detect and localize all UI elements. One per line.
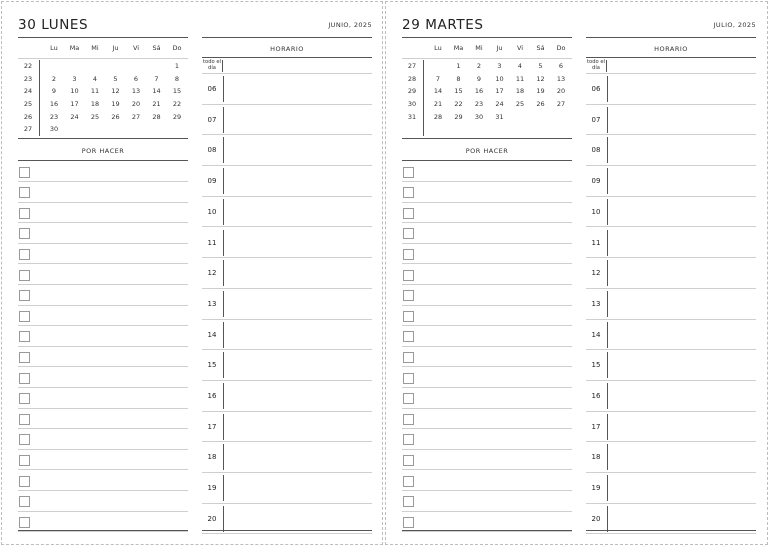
- weekday-label: Lu: [434, 44, 442, 52]
- todo-checkbox[interactable]: [19, 187, 30, 198]
- hour-label: 11: [207, 238, 217, 247]
- todo-bottom-rule: [18, 530, 188, 531]
- calendar-week-row: [402, 111, 572, 124]
- todo-item: [402, 265, 572, 286]
- hour-label: 19: [207, 484, 217, 493]
- hour-slot-13[interactable]: [202, 289, 372, 320]
- todo-checkbox[interactable]: [19, 331, 30, 342]
- calendar-day[interactable]: 4: [92, 74, 98, 83]
- calendar-day[interactable]: 8: [456, 74, 461, 83]
- weekday-label: Do: [172, 44, 182, 52]
- todo-item: [18, 223, 188, 244]
- hour-label: 18: [591, 453, 601, 462]
- calendar-day[interactable]: 18: [515, 87, 525, 96]
- calendar-day[interactable]: 16: [474, 87, 484, 96]
- todo-item: [402, 162, 572, 183]
- hour-slot-15[interactable]: [202, 350, 372, 381]
- calendar-day[interactable]: 2: [476, 62, 482, 70]
- todo-checkbox[interactable]: [403, 311, 414, 322]
- hour-label: 20: [591, 514, 601, 523]
- calendar-day[interactable]: 19: [536, 87, 545, 96]
- hour-label: 14: [591, 330, 601, 339]
- calendar-grid: [402, 60, 572, 123]
- hour-label: 08: [207, 146, 217, 155]
- calendar-day[interactable]: 14: [152, 87, 161, 96]
- todo-checkbox[interactable]: [19, 414, 30, 425]
- allday-row[interactable]: [586, 58, 756, 74]
- schedule-section-label: HORARIO: [654, 45, 688, 53]
- weekday-label: Sá: [152, 44, 161, 52]
- calendar-day[interactable]: 11: [90, 87, 100, 96]
- calendar-day[interactable]: 31: [495, 112, 504, 121]
- todo-item: [18, 347, 188, 368]
- calendar-day[interactable]: 20: [556, 87, 566, 96]
- todo-item: [18, 306, 188, 327]
- todo-checkbox[interactable]: [403, 393, 414, 404]
- hour-slot-06[interactable]: [586, 74, 756, 105]
- allday-divider: [606, 60, 607, 72]
- day-title: 30 LUNES: [18, 17, 89, 33]
- hour-divider: [607, 260, 608, 286]
- calendar-day[interactable]: 15: [172, 87, 182, 96]
- calendar-day[interactable]: 23: [49, 112, 59, 121]
- week-number: 29: [407, 87, 417, 96]
- allday-label: todo el día: [203, 59, 221, 71]
- hour-divider: [607, 475, 608, 501]
- hour-slot-06[interactable]: [202, 74, 372, 105]
- weekday-label: Mi: [91, 44, 99, 52]
- hour-slot-19[interactable]: [202, 473, 372, 504]
- hour-slot-12[interactable]: [202, 258, 372, 289]
- todo-checkbox[interactable]: [19, 517, 30, 528]
- todo-checkbox[interactable]: [403, 228, 414, 239]
- todo-item: [18, 182, 188, 203]
- calendar-day[interactable]: 5: [538, 62, 543, 70]
- hour-label: 15: [207, 361, 217, 370]
- calendar-day[interactable]: 30: [474, 112, 484, 121]
- week-number: 25: [23, 100, 33, 109]
- todo-item: [402, 244, 572, 265]
- calendar-week-row: [18, 98, 188, 111]
- schedule-section-label: HORARIO: [270, 45, 304, 53]
- hour-label: 09: [591, 177, 601, 186]
- hour-slot-19[interactable]: [586, 473, 756, 504]
- schedule-top-rule: [202, 37, 372, 38]
- todo-checkbox[interactable]: [403, 187, 414, 198]
- hour-slot-15[interactable]: [586, 350, 756, 381]
- week-number: 28: [407, 74, 417, 83]
- calendar-day[interactable]: 6: [558, 62, 564, 70]
- todo-item: [18, 162, 188, 183]
- calendar-day[interactable]: 19: [111, 100, 120, 109]
- todo-bottom-rule: [402, 530, 572, 531]
- todo-checkbox[interactable]: [19, 208, 30, 219]
- calendar-day[interactable]: 3: [497, 62, 502, 70]
- calendar-bottom-rule: [402, 138, 572, 139]
- calendar-day[interactable]: 28: [433, 112, 443, 121]
- hour-slot-16[interactable]: [202, 381, 372, 412]
- todo-checkbox[interactable]: [403, 290, 414, 301]
- todo-checkbox[interactable]: [403, 352, 414, 363]
- calendar-day[interactable]: 9: [51, 87, 57, 96]
- weekday-label: Ju: [112, 44, 119, 52]
- todo-checkbox[interactable]: [403, 270, 414, 281]
- calendar-weekday-header: [18, 42, 188, 57]
- hour-slot-11[interactable]: [202, 228, 372, 259]
- hour-divider: [223, 260, 224, 286]
- todo-checkbox[interactable]: [19, 270, 30, 281]
- hour-divider: [223, 506, 224, 532]
- todo-item: [402, 450, 572, 471]
- todo-item: [402, 223, 572, 244]
- todo-checkbox[interactable]: [19, 352, 30, 363]
- mini-calendar: [402, 42, 572, 121]
- calendar-day[interactable]: 9: [476, 74, 482, 83]
- week-number: 31: [407, 112, 417, 121]
- calendar-day[interactable]: 15: [454, 87, 463, 96]
- hour-slot-18[interactable]: [202, 442, 372, 473]
- hour-divider: [607, 291, 608, 317]
- todo-item: [402, 203, 572, 224]
- week-number: 23: [23, 74, 33, 83]
- calendar-day[interactable]: 21: [152, 100, 161, 109]
- calendar-week-row: [402, 98, 572, 111]
- calendar-week-row: [402, 85, 572, 98]
- planner-page-right: [385, 1, 768, 545]
- week-number: 26: [23, 112, 33, 121]
- todo-item: [18, 285, 188, 306]
- todo-section-label: POR HACER: [465, 147, 509, 155]
- todo-item: [18, 326, 188, 347]
- calendar-day[interactable]: 23: [474, 100, 484, 109]
- hour-label: 13: [207, 299, 217, 308]
- hour-slot-18[interactable]: [586, 442, 756, 473]
- hour-slot-17[interactable]: [202, 412, 372, 443]
- calendar-day[interactable]: 14: [433, 87, 443, 96]
- hour-label: 13: [591, 299, 601, 308]
- calendar-week-row: [402, 60, 572, 73]
- weekday-label: Ma: [69, 44, 80, 52]
- todo-item: [18, 203, 188, 224]
- weekday-label: Sá: [536, 44, 545, 52]
- todo-item: [402, 285, 572, 306]
- todo-checkbox[interactable]: [403, 208, 414, 219]
- week-number: 24: [23, 87, 33, 96]
- hour-slot-17[interactable]: [586, 412, 756, 443]
- weekday-label: Ma: [453, 44, 464, 52]
- planner-page-left: [1, 1, 383, 545]
- allday-row[interactable]: [202, 58, 372, 74]
- day-column: [18, 2, 188, 546]
- todo-item: [402, 491, 572, 512]
- week-number: 22: [23, 62, 33, 70]
- todo-checkbox[interactable]: [19, 476, 30, 487]
- hour-divider: [223, 168, 224, 194]
- calendar-day[interactable]: 13: [131, 87, 141, 96]
- hour-label: 14: [207, 330, 217, 339]
- month-year-label: JUNIO, 2025: [328, 21, 372, 29]
- hour-label: 10: [207, 207, 217, 216]
- hour-slot-08[interactable]: [202, 135, 372, 166]
- calendar-day[interactable]: 22: [454, 100, 463, 109]
- calendar-day[interactable]: 16: [49, 100, 59, 109]
- calendar-day[interactable]: 22: [172, 100, 182, 109]
- week-number: 27: [23, 125, 33, 134]
- todo-checkbox[interactable]: [19, 373, 30, 384]
- todo-section-label: POR HACER: [81, 147, 125, 155]
- todo-item: [18, 368, 188, 389]
- hour-slot-10[interactable]: [586, 197, 756, 228]
- calendar-day[interactable]: 28: [152, 112, 161, 121]
- month-year-label: JULIO, 2025: [713, 21, 756, 29]
- calendar-week-row: [18, 123, 188, 136]
- hour-divider: [223, 322, 224, 348]
- hour-label: 15: [591, 361, 601, 370]
- todo-item: [18, 388, 188, 409]
- calendar-day[interactable]: 10: [495, 74, 504, 83]
- hour-label: 06: [591, 85, 601, 93]
- todo-checkbox[interactable]: [403, 455, 414, 466]
- todo-item: [18, 450, 188, 471]
- todo-item: [402, 347, 572, 368]
- calendar-day[interactable]: 27: [556, 100, 566, 109]
- calendar-day[interactable]: 24: [70, 112, 79, 121]
- todo-checkbox[interactable]: [403, 476, 414, 487]
- hour-slot-16[interactable]: [586, 381, 756, 412]
- calendar-day[interactable]: 12: [111, 87, 120, 96]
- hour-label: 16: [591, 392, 601, 400]
- calendar-day[interactable]: 5: [113, 74, 118, 83]
- todo-checkbox[interactable]: [403, 167, 414, 178]
- todo-item: [18, 244, 188, 265]
- calendar-day[interactable]: 8: [174, 74, 180, 83]
- hour-divider: [223, 199, 224, 225]
- calendar-day[interactable]: 29: [454, 112, 463, 121]
- todo-checkbox[interactable]: [19, 249, 30, 260]
- todo-checkbox[interactable]: [403, 331, 414, 342]
- hour-divider: [223, 107, 224, 133]
- mini-calendar: [18, 42, 188, 134]
- calendar-week-row: [402, 73, 572, 86]
- hour-divider: [223, 230, 224, 256]
- hour-label: 17: [207, 422, 217, 431]
- schedule-bottom-rule: [202, 530, 372, 531]
- calendar-day[interactable]: 25: [90, 112, 100, 121]
- hour-slot-07[interactable]: [586, 105, 756, 136]
- todo-checkbox[interactable]: [403, 249, 414, 260]
- weekday-label: Lu: [50, 44, 58, 52]
- calendar-day[interactable]: 1: [456, 62, 461, 70]
- todo-checkbox[interactable]: [19, 434, 30, 445]
- hour-divider: [223, 291, 224, 317]
- schedule-top-rule: [586, 37, 756, 38]
- calendar-week-row: [18, 73, 188, 86]
- todo-item: [402, 388, 572, 409]
- hour-slot-14[interactable]: [202, 320, 372, 351]
- calendar-day[interactable]: 29: [172, 112, 182, 121]
- todo-checkbox[interactable]: [19, 311, 30, 322]
- allday-divider: [222, 60, 223, 72]
- calendar-day[interactable]: 26: [536, 100, 545, 109]
- hour-divider: [607, 383, 608, 409]
- calendar-week-row: [18, 111, 188, 124]
- calendar-day[interactable]: 26: [111, 112, 120, 121]
- todo-item: [18, 429, 188, 450]
- hour-label: 20: [207, 514, 217, 523]
- calendar-weekday-header: [402, 42, 572, 57]
- calendar-day[interactable]: 25: [515, 100, 525, 109]
- todo-checkbox[interactable]: [19, 290, 30, 301]
- hour-label: 19: [591, 484, 601, 493]
- calendar-day[interactable]: 10: [70, 87, 79, 96]
- weekday-label: Vi: [132, 44, 140, 52]
- hour-slot-10[interactable]: [202, 197, 372, 228]
- calendar-day[interactable]: 30: [49, 125, 59, 134]
- calendar-week-row: [18, 60, 188, 73]
- hour-label: 18: [207, 453, 217, 462]
- hour-label: 16: [207, 392, 217, 400]
- hour-label: 08: [591, 146, 601, 155]
- calendar-day[interactable]: 17: [70, 100, 79, 109]
- todo-item: [402, 368, 572, 389]
- todo-checkbox[interactable]: [19, 455, 30, 466]
- hour-label: 12: [207, 269, 217, 278]
- day-title: 29 MARTES: [402, 17, 484, 33]
- weekday-label: Do: [556, 44, 566, 52]
- calendar-day[interactable]: 18: [90, 100, 100, 109]
- hour-label: 11: [591, 238, 601, 247]
- todo-checkbox[interactable]: [19, 496, 30, 507]
- allday-label: todo el día: [587, 59, 605, 71]
- calendar-grid: [18, 60, 188, 136]
- hour-divider: [607, 444, 608, 470]
- hour-divider: [223, 414, 224, 440]
- todo-item: [402, 306, 572, 327]
- todo-item: [18, 409, 188, 430]
- schedule-column: [202, 2, 372, 546]
- calendar-day[interactable]: 2: [51, 74, 57, 83]
- hour-label: 06: [207, 85, 217, 93]
- calendar-day[interactable]: 4: [517, 62, 523, 70]
- schedule-column: [586, 2, 756, 546]
- weekday-label: Mi: [475, 44, 483, 52]
- hour-divider: [607, 137, 608, 163]
- todo-checkbox[interactable]: [19, 167, 30, 178]
- hour-slot-08[interactable]: [586, 135, 756, 166]
- header-rule: [18, 37, 188, 38]
- calendar-day[interactable]: 3: [72, 74, 77, 83]
- calendar-day[interactable]: 20: [131, 100, 141, 109]
- hour-slot-11[interactable]: [586, 228, 756, 259]
- hour-divider: [607, 107, 608, 133]
- hour-slot-13[interactable]: [586, 289, 756, 320]
- calendar-header-divider: [402, 58, 572, 59]
- calendar-day[interactable]: 21: [433, 100, 443, 109]
- hour-slot-09[interactable]: [586, 166, 756, 197]
- todo-checkbox[interactable]: [403, 496, 414, 507]
- week-number: 27: [407, 62, 417, 70]
- hour-divider: [607, 168, 608, 194]
- todo-checkbox[interactable]: [403, 434, 414, 445]
- hour-divider: [607, 322, 608, 348]
- hour-label: 07: [591, 115, 601, 124]
- todo-checkbox[interactable]: [403, 373, 414, 384]
- hour-divider: [223, 444, 224, 470]
- weekday-label: Vi: [516, 44, 524, 52]
- hour-slot-09[interactable]: [202, 166, 372, 197]
- hour-divider: [223, 76, 224, 102]
- hour-divider: [607, 506, 608, 532]
- calendar-day[interactable]: 6: [133, 74, 139, 83]
- hour-label: 17: [591, 422, 601, 431]
- hour-slot-14[interactable]: [586, 320, 756, 351]
- hour-divider: [223, 137, 224, 163]
- calendar-day[interactable]: 1: [174, 62, 180, 70]
- hour-label: 09: [207, 177, 217, 186]
- day-column: [402, 2, 572, 546]
- hour-divider: [607, 199, 608, 225]
- todo-checkbox[interactable]: [19, 393, 30, 404]
- calendar-day[interactable]: 7: [154, 74, 159, 83]
- todo-item: [402, 409, 572, 430]
- hour-divider: [223, 383, 224, 409]
- todo-item: [402, 429, 572, 450]
- calendar-day[interactable]: 17: [495, 87, 504, 96]
- hour-divider: [223, 352, 224, 378]
- hour-divider: [607, 414, 608, 440]
- hour-divider: [223, 475, 224, 501]
- header-rule: [402, 37, 572, 38]
- weekday-label: Ju: [496, 44, 503, 52]
- hour-divider: [607, 230, 608, 256]
- calendar-week-row: [18, 85, 188, 98]
- calendar-day[interactable]: 24: [495, 100, 504, 109]
- calendar-day[interactable]: 11: [515, 74, 525, 83]
- todo-item: [402, 182, 572, 203]
- todo-checkbox[interactable]: [403, 517, 414, 528]
- hour-slot-12[interactable]: [586, 258, 756, 289]
- todo-checkbox[interactable]: [19, 228, 30, 239]
- calendar-header-divider: [18, 58, 188, 59]
- calendar-bottom-rule: [18, 138, 188, 139]
- schedule-bottom-rule: [586, 530, 756, 531]
- hour-divider: [607, 76, 608, 102]
- todo-item: [402, 326, 572, 347]
- calendar-day[interactable]: 27: [131, 112, 141, 121]
- todo-checkbox[interactable]: [403, 414, 414, 425]
- todo-item: [18, 265, 188, 286]
- hour-label: 12: [591, 269, 601, 278]
- todo-item: [402, 471, 572, 492]
- hour-label: 07: [207, 115, 217, 124]
- hour-slot-07[interactable]: [202, 105, 372, 136]
- calendar-day[interactable]: 13: [556, 74, 566, 83]
- todo-item: [18, 471, 188, 492]
- todo-item: [18, 491, 188, 512]
- calendar-day[interactable]: 12: [536, 74, 545, 83]
- week-number: 30: [407, 100, 417, 109]
- calendar-day[interactable]: 7: [435, 74, 441, 83]
- hour-label: 10: [591, 207, 601, 216]
- hour-divider: [607, 352, 608, 378]
